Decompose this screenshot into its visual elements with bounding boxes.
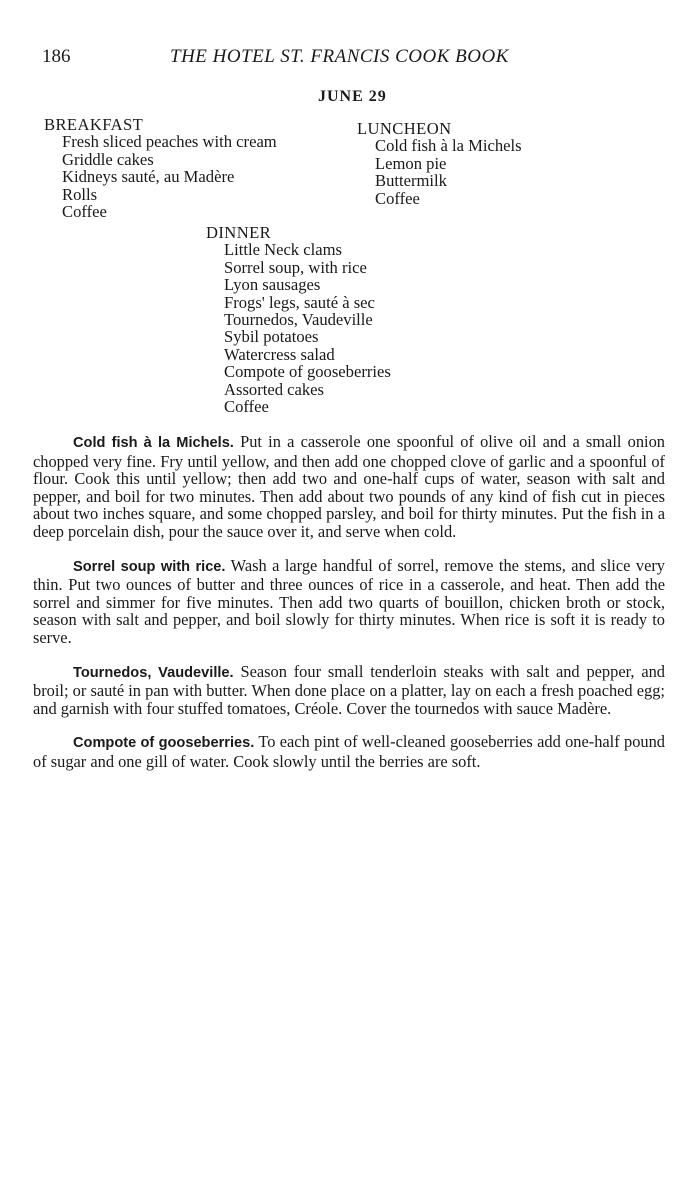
dinner-item: Sorrel soup, with rice: [224, 257, 367, 277]
recipe-sorrel-soup: [33, 557, 665, 647]
breakfast-item: Fresh sliced peaches with cream: [62, 132, 277, 152]
breakfast-item: Kidneys sauté, au Madère: [62, 167, 235, 187]
dinner-item: Frogs' legs, sauté à sec: [224, 292, 375, 312]
luncheon-menu: [357, 120, 522, 207]
luncheon-list: [357, 137, 522, 207]
recipe-title: Cold fish à la Michels.: [73, 435, 234, 451]
dinner-item: Coffee: [224, 397, 269, 417]
breakfast-list: [44, 133, 277, 220]
luncheon-item: Cold fish à la Michels: [375, 136, 522, 156]
dinner-item: Lyon sausages: [224, 275, 321, 295]
luncheon-heading: LUNCHEON: [357, 119, 452, 138]
dinner-item: Watercress salad: [224, 344, 335, 364]
breakfast-item: Griddle cakes: [62, 149, 154, 169]
recipe-text: Season four small tenderloin steaks with salt and pepper, and broil; or sauté in pan with butter. When done place on a platter, lay on each a fresh poached egg; and garnish with four stuffed tomatoes, Créole. Cover the tournedos with sauce Madère.: [33, 661, 665, 718]
breakfast-menu: [44, 116, 277, 220]
page-number: 186: [42, 46, 71, 67]
recipe-cold-fish: [33, 433, 665, 541]
luncheon-item: Coffee: [375, 188, 420, 208]
recipe-text: Put in a casserole one spoonful of olive oil and a small onion chopped very fine. Fry until yellow, and then add one chopped clove of garlic and a spoonful of flour. Cook this until yellow; then add two and one-half cups of water, season with salt and pepper, and boil for two minutes. Then add about two pounds of any kind of fish cut in pieces about two inches square, and some chopped parsley, and boil for thirty minutes. Put the fish in a deep porcelain dish, pour the sauce over it, and serve when cold.: [33, 432, 665, 541]
recipes-section: [33, 433, 665, 787]
dinner-menu: [206, 224, 391, 415]
running-head: THE HOTEL ST. FRANCIS COOK BOOK: [170, 46, 509, 67]
dinner-item: Tournedos, Vaudeville: [224, 310, 373, 330]
recipe-title: Sorrel soup with rice.: [73, 558, 226, 575]
dinner-heading: DINNER: [206, 223, 272, 242]
recipe-tournedos: [33, 663, 665, 718]
menu-date: JUNE 29: [318, 88, 387, 105]
recipe-text: Wash a large handful of sorrel, remove the stems, and slice very thin. Put two ounces of butter and three ounces of rice in a casserole, and heat. Then add the sorrel and simmer for five minutes. Then add two quarts of bouillon, chicken broth or stock, season with salt and pepper, and boil slowly for thirty minutes. When rice is soft it is ready to serve.: [33, 555, 665, 647]
dinner-item: Sybil potatoes: [224, 327, 319, 347]
breakfast-item: Rolls: [62, 184, 98, 204]
recipe-gooseberries: [33, 733, 665, 770]
recipe-title: Compote of gooseberries.: [73, 735, 255, 752]
luncheon-item: Buttermilk: [375, 171, 447, 191]
dinner-list: [206, 241, 391, 415]
breakfast-item: Coffee: [62, 202, 107, 222]
dinner-item: Little Neck clams: [224, 240, 342, 260]
luncheon-item: Lemon pie: [375, 153, 447, 173]
dinner-item: Assorted cakes: [224, 379, 324, 399]
recipe-title: Tournedos, Vaudeville.: [73, 664, 234, 681]
dinner-item: Compote of gooseberries: [224, 362, 391, 382]
recipe-text: To each pint of well-cleaned gooseberries add one-half pound of sugar and one gill of water. Cook slowly until the berries are soft.: [33, 732, 666, 771]
breakfast-heading: BREAKFAST: [44, 115, 144, 134]
